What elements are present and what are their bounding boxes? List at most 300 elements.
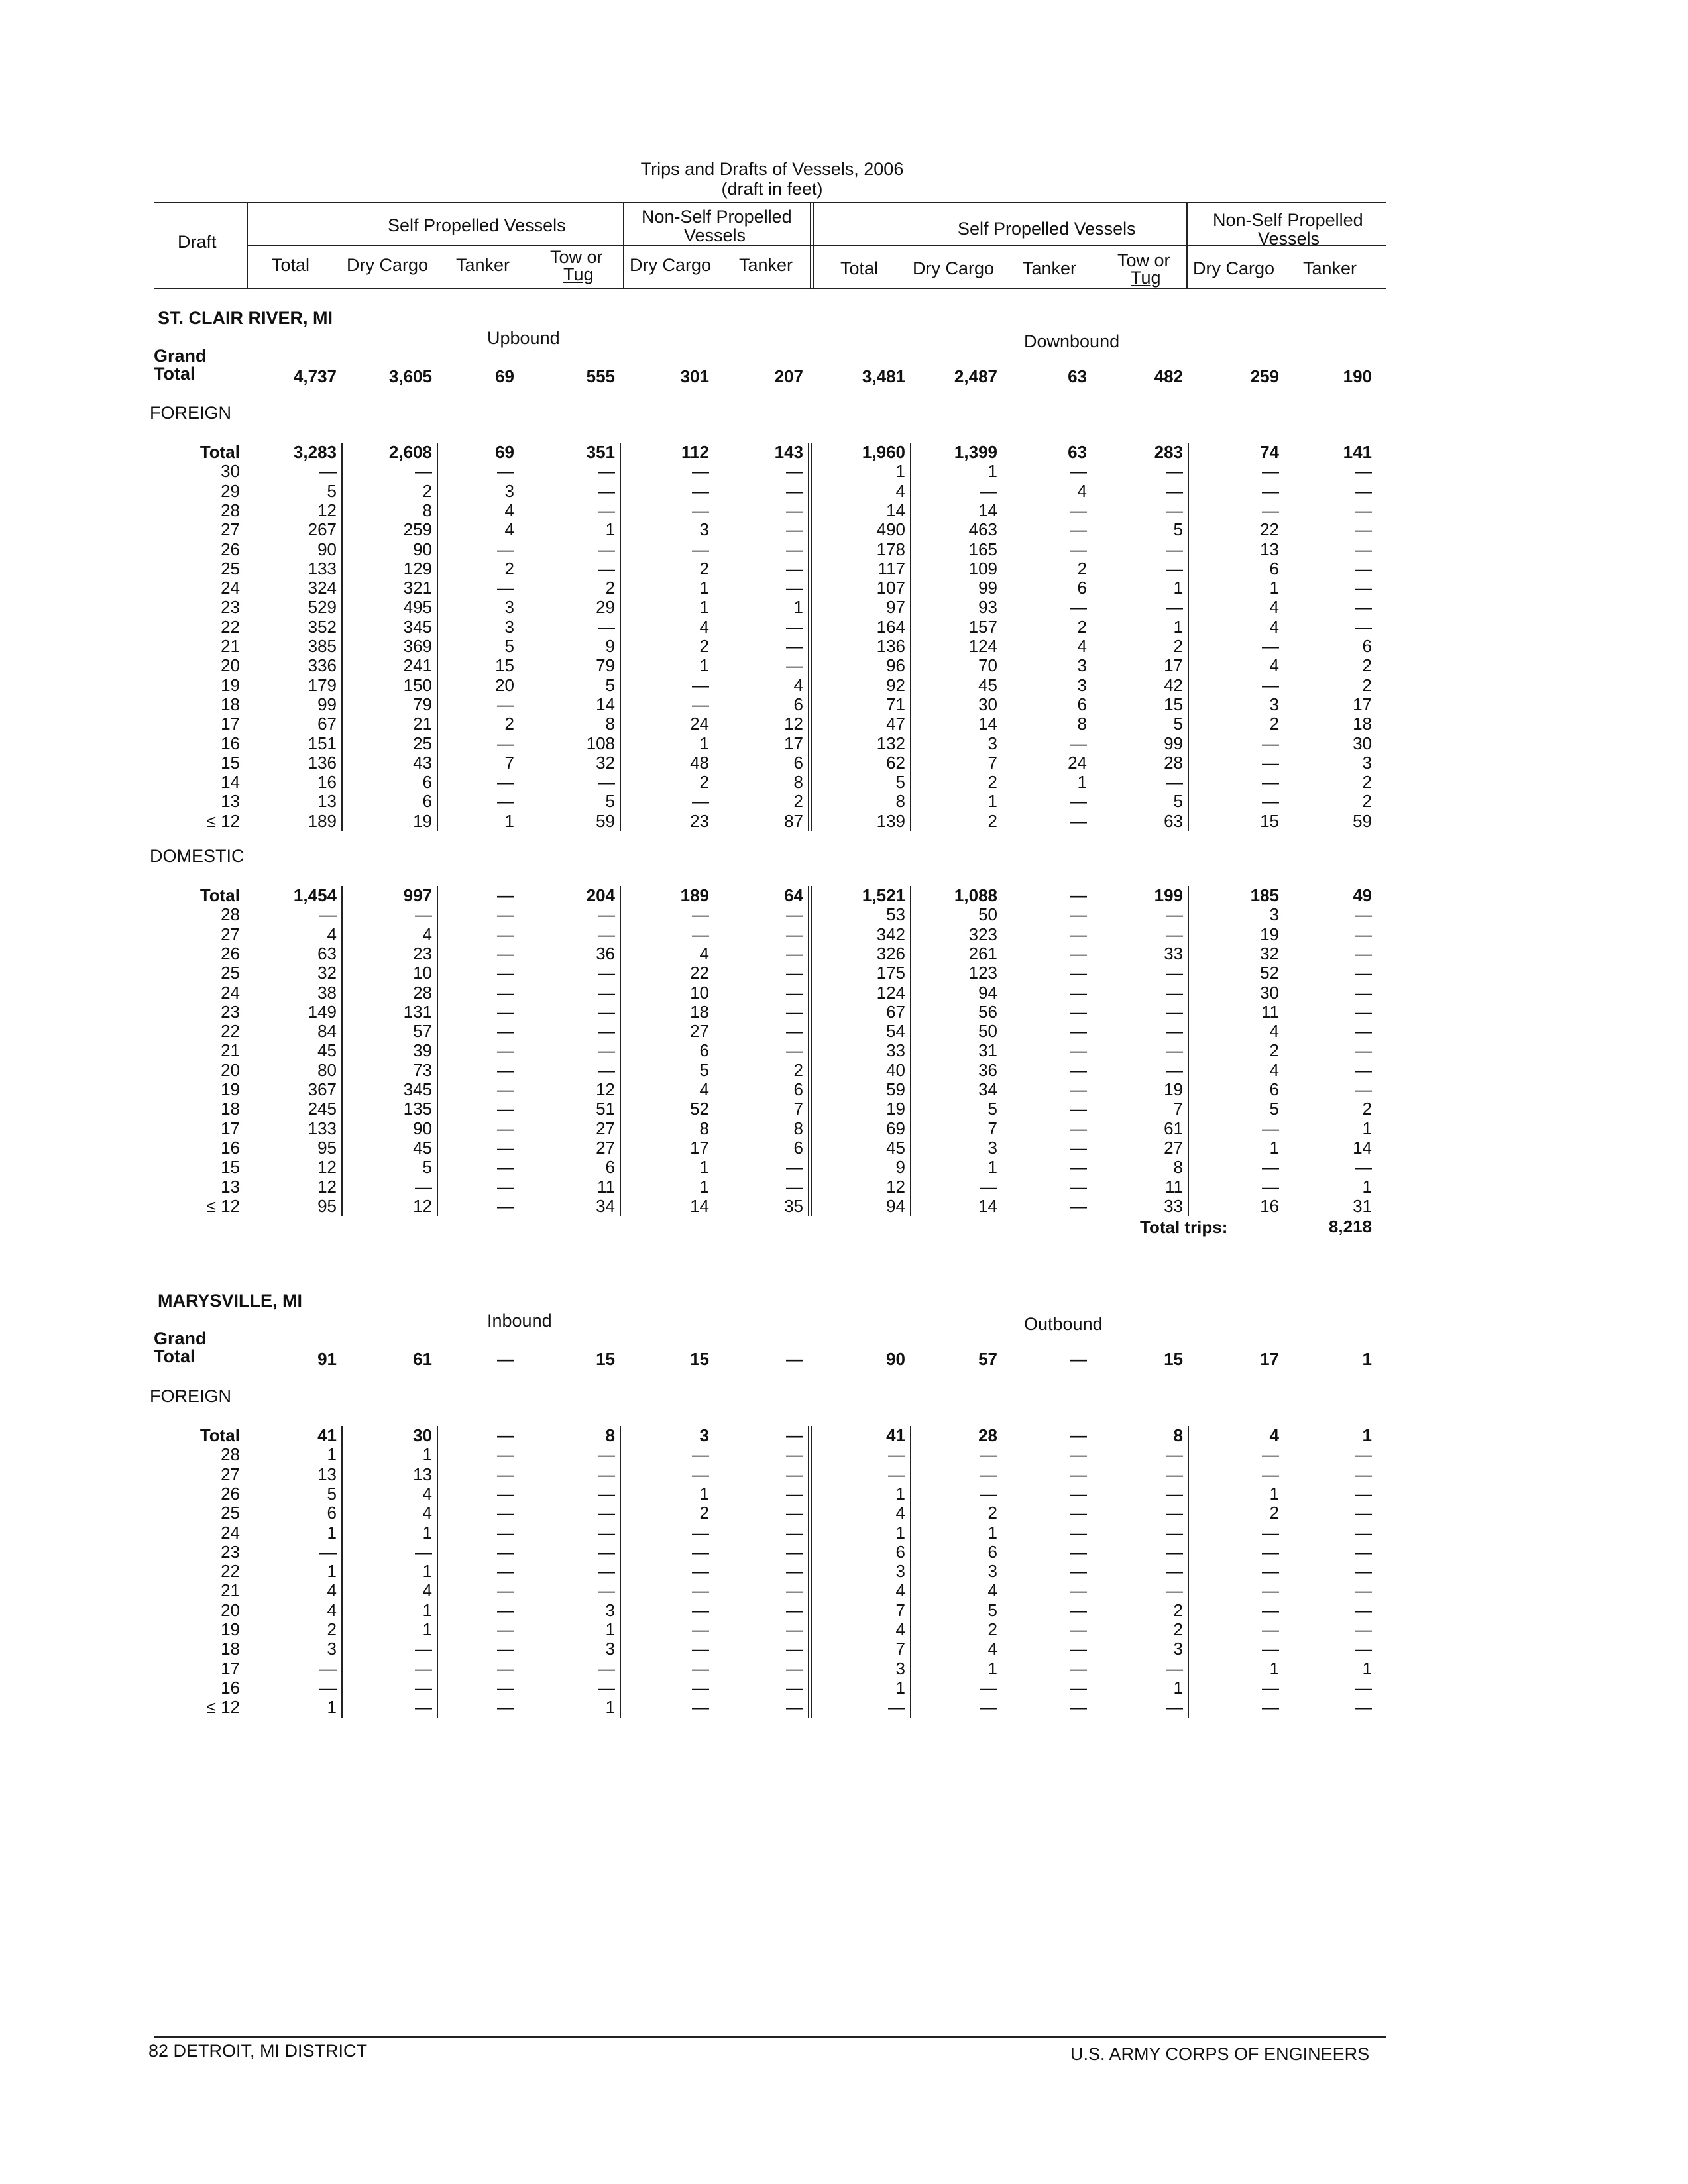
table-cell: —	[1166, 558, 1183, 578]
table-cell: 11	[1261, 1001, 1279, 1022]
table-cell: —	[1166, 539, 1183, 559]
table-cell: —	[497, 1464, 514, 1484]
row-draft-label: Total	[199, 885, 240, 905]
column-rule	[620, 443, 621, 831]
table-cell: 8	[895, 791, 905, 812]
table-cell: —	[1262, 636, 1279, 656]
table-cell: —	[786, 1619, 803, 1639]
row-draft-label: 27	[221, 924, 240, 944]
direction-left: Inbound	[487, 1311, 552, 1331]
row-draft-label: 18	[221, 1099, 240, 1119]
table-cell: —	[786, 1561, 803, 1582]
table-cell: 2	[1269, 1503, 1279, 1523]
table-cell: —	[598, 1001, 615, 1022]
table-cell: —	[1070, 1522, 1087, 1543]
table-cell: 27	[690, 1021, 709, 1042]
table-cell: —	[497, 1099, 514, 1119]
header-non-self-right-2: Vessels	[1258, 229, 1320, 248]
table-cell: 1	[699, 1176, 709, 1197]
table-cell: —	[980, 1445, 997, 1465]
table-cell: 4	[422, 1580, 432, 1601]
table-cell: 4	[504, 519, 514, 540]
table-cell: —	[598, 1021, 615, 1042]
table-cell: —	[786, 1580, 803, 1601]
table-cell: 4	[699, 943, 709, 963]
table-cell: 1	[422, 1600, 432, 1620]
table-cell: —	[786, 636, 803, 656]
grand-total-label: Grand	[154, 1329, 207, 1348]
grand-total-cell: 3,605	[388, 366, 432, 386]
column-rule	[437, 1426, 438, 1718]
table-cell: —	[980, 1697, 997, 1718]
row-draft-label: 16	[221, 1677, 240, 1698]
table-cell: 1	[793, 597, 803, 618]
table-cell: —	[1262, 1176, 1279, 1197]
table-cell: —	[1355, 963, 1372, 983]
table-cell: 20	[495, 675, 514, 695]
table-cell: 4	[327, 1600, 337, 1620]
table-cell: —	[1355, 1677, 1372, 1698]
table-cell: —	[598, 480, 615, 501]
table-cell: 7	[793, 1099, 803, 1119]
table-cell: —	[692, 1639, 709, 1659]
table-cell: —	[1355, 1001, 1372, 1022]
table-cell: —	[1070, 982, 1087, 1003]
table-cell: —	[1262, 1157, 1279, 1177]
group-name: FOREIGN	[150, 403, 232, 423]
table-cell: 1	[1269, 1137, 1279, 1158]
table-cell: —	[497, 963, 514, 983]
table-cell: —	[497, 1001, 514, 1022]
table-cell: —	[1262, 1600, 1279, 1620]
grand-total-cell: —	[497, 1349, 514, 1369]
table-cell: 48	[690, 752, 709, 773]
row-draft-label: 14	[221, 772, 240, 792]
table-cell: 1	[699, 1483, 709, 1503]
table-cell: 245	[308, 1099, 337, 1119]
table-cell: 27	[1164, 1137, 1183, 1158]
column-rule	[437, 443, 438, 831]
table-cell: —	[1355, 1157, 1372, 1177]
table-cell: —	[1166, 1580, 1183, 1601]
table-cell: —	[598, 1658, 615, 1678]
table-cell: 30	[413, 1425, 432, 1445]
row-draft-label: 16	[221, 733, 240, 753]
row-draft-label: 21	[221, 1040, 240, 1061]
table-cell: 259	[403, 519, 432, 540]
table-cell: —	[786, 1157, 803, 1177]
table-cell: 2	[1269, 714, 1279, 734]
table-cell: —	[497, 1021, 514, 1042]
table-cell: —	[786, 655, 803, 676]
table-cell: 3	[1077, 675, 1087, 695]
table-cell: 2	[422, 480, 432, 501]
table-cell: —	[1262, 1541, 1279, 1562]
table-cell: —	[1070, 963, 1087, 983]
table-cell: —	[1355, 1639, 1372, 1659]
table-cell: 7	[895, 1639, 905, 1659]
table-cell: 33	[886, 1040, 905, 1061]
table-cell: —	[415, 461, 432, 482]
table-cell: 2	[605, 578, 615, 598]
table-cell: —	[1070, 1195, 1087, 1216]
table-cell: 12	[886, 1176, 905, 1197]
table-cell: 3	[1173, 1639, 1183, 1659]
column-rule	[1188, 443, 1189, 831]
table-cell: 30	[1353, 733, 1372, 753]
table-cell: —	[786, 963, 803, 983]
table-cell: —	[1355, 1697, 1372, 1718]
table-cell: 2	[699, 558, 709, 578]
table-cell: 22	[1260, 519, 1279, 540]
table-cell: —	[497, 1425, 514, 1445]
table-cell: 4	[987, 1580, 997, 1601]
table-cell: —	[786, 982, 803, 1003]
table-cell: 19	[1164, 1079, 1183, 1099]
table-cell: 1	[699, 1157, 709, 1177]
table-cell: 4	[1269, 1425, 1279, 1445]
table-cell: —	[1166, 772, 1183, 792]
table-cell: 1,521	[862, 885, 905, 905]
table-cell: 19	[413, 810, 432, 831]
table-cell: 185	[1250, 885, 1279, 905]
table-cell: 59	[596, 810, 615, 831]
table-cell: 14	[978, 1195, 997, 1216]
row-draft-label: 23	[221, 1541, 240, 1562]
table-cell: —	[692, 791, 709, 812]
table-cell: 1	[699, 733, 709, 753]
column-header-tow: Tow or	[1117, 250, 1170, 270]
table-cell: —	[980, 1483, 997, 1503]
table-cell: —	[786, 480, 803, 501]
table-cell: —	[1166, 1541, 1183, 1562]
table-cell: 133	[308, 1118, 337, 1138]
table-cell: —	[1355, 1021, 1372, 1042]
table-cell: 57	[413, 1021, 432, 1042]
column-rule	[341, 1426, 343, 1718]
table-cell: 62	[886, 752, 905, 773]
table-cell: 5	[504, 636, 514, 656]
table-cell: —	[1166, 904, 1183, 925]
row-draft-label: 21	[221, 1580, 240, 1601]
row-draft-label: ≤ 12	[206, 1195, 240, 1216]
table-cell: —	[1070, 1157, 1087, 1177]
table-cell: 2	[699, 772, 709, 792]
table-cell: —	[786, 1522, 803, 1543]
table-cell: 5	[987, 1600, 997, 1620]
table-cell: 7	[987, 752, 997, 773]
table-cell: 28	[978, 1425, 997, 1445]
table-cell: 53	[886, 904, 905, 925]
table-cell: 52	[1260, 963, 1279, 983]
table-cell: 5	[1173, 791, 1183, 812]
table-cell: —	[786, 1001, 803, 1022]
grand-total-label: Total	[154, 364, 196, 384]
table-cell: 80	[317, 1060, 337, 1080]
table-cell: —	[692, 924, 709, 944]
column-rule	[341, 886, 343, 1216]
table-cell: —	[598, 558, 615, 578]
column-rule	[620, 886, 621, 1216]
table-cell: 150	[403, 675, 432, 695]
table-cell: 352	[308, 616, 337, 637]
table-cell: 18	[1353, 714, 1372, 734]
table-cell: 31	[1353, 1195, 1372, 1216]
table-cell: —	[1070, 597, 1087, 618]
table-cell: 175	[876, 963, 905, 983]
grand-total-cell: 207	[774, 366, 803, 386]
table-cell: —	[497, 772, 514, 792]
table-cell: 241	[403, 655, 432, 676]
row-draft-label: 25	[221, 963, 240, 983]
table-cell: —	[415, 1639, 432, 1659]
table-cell: 14	[978, 714, 997, 734]
table-cell: 1	[699, 597, 709, 618]
table-cell: 36	[596, 943, 615, 963]
grand-total-cell: 61	[413, 1349, 432, 1369]
table-cell: —	[692, 1697, 709, 1718]
table-cell: 4	[895, 480, 905, 501]
row-draft-label: Total	[199, 1425, 240, 1445]
table-cell: 3	[504, 480, 514, 501]
table-cell: —	[786, 1021, 803, 1042]
table-cell: 2	[987, 1503, 997, 1523]
table-cell: 39	[413, 1040, 432, 1061]
row-draft-label: 15	[221, 752, 240, 773]
table-cell: 95	[317, 1137, 337, 1158]
table-cell: 4	[895, 1503, 905, 1523]
table-cell: —	[1166, 982, 1183, 1003]
grand-total-label: Grand	[154, 346, 207, 366]
table-cell: 1	[1077, 772, 1087, 792]
table-cell: —	[497, 1195, 514, 1216]
table-cell: 13	[317, 1464, 337, 1484]
table-cell: —	[497, 924, 514, 944]
table-cell: 10	[413, 963, 432, 983]
table-cell: 14	[596, 694, 615, 714]
grand-total-cell: 555	[586, 366, 615, 386]
table-cell: —	[1262, 675, 1279, 695]
column-rule	[808, 1426, 809, 1718]
table-cell: —	[786, 1600, 803, 1620]
table-cell: 6	[793, 1079, 803, 1099]
table-cell: 12	[784, 714, 803, 734]
table-cell: 6	[895, 1541, 905, 1562]
table-cell: 17	[1164, 655, 1183, 676]
table-cell: —	[497, 1157, 514, 1177]
table-cell: —	[415, 904, 432, 925]
table-cell: 4	[422, 924, 432, 944]
table-cell: 50	[978, 904, 997, 925]
table-cell: 6	[793, 1137, 803, 1158]
grand-total-cell: 90	[886, 1349, 905, 1369]
table-cell: 367	[308, 1079, 337, 1099]
table-cell: —	[1166, 500, 1183, 520]
table-cell: —	[786, 1176, 803, 1197]
table-cell: —	[1070, 1658, 1087, 1678]
table-cell: —	[692, 1445, 709, 1465]
table-cell: 13	[1260, 539, 1279, 559]
header-divider	[813, 202, 814, 288]
footer-right: U.S. ARMY CORPS OF ENGINEERS	[1070, 2044, 1370, 2064]
table-cell: 136	[308, 752, 337, 773]
table-cell: 1,960	[862, 442, 905, 462]
table-cell: 336	[308, 655, 337, 676]
table-cell: 1	[1173, 578, 1183, 598]
table-cell: —	[1070, 1619, 1087, 1639]
table-cell: 1,399	[954, 442, 997, 462]
column-header: Tanker	[456, 255, 510, 275]
table-cell: 36	[978, 1060, 997, 1080]
table-cell: 51	[596, 1099, 615, 1119]
table-cell: —	[1070, 1503, 1087, 1523]
table-cell: 1	[1269, 1658, 1279, 1678]
table-cell: 63	[1068, 442, 1087, 462]
table-cell: 45	[886, 1137, 905, 1158]
table-cell: —	[497, 1079, 514, 1099]
table-cell: 45	[413, 1137, 432, 1158]
column-header-tow: Tow or	[550, 247, 603, 267]
header-top-rule	[154, 202, 1386, 203]
row-draft-label: 26	[221, 539, 240, 559]
table-cell: —	[598, 1040, 615, 1061]
table-cell: 23	[413, 943, 432, 963]
table-cell: 3	[1269, 904, 1279, 925]
table-cell: 1	[699, 655, 709, 676]
table-cell: 129	[403, 558, 432, 578]
table-cell: 4	[987, 1639, 997, 1659]
table-cell: —	[598, 963, 615, 983]
row-draft-label: 13	[221, 791, 240, 812]
table-cell: 56	[978, 1001, 997, 1022]
table-cell: 79	[596, 655, 615, 676]
table-cell: —	[888, 1445, 905, 1465]
table-cell: —	[415, 1697, 432, 1718]
table-cell: 351	[586, 442, 615, 462]
table-cell: 3	[1077, 655, 1087, 676]
table-cell: 1	[699, 578, 709, 598]
table-cell: 28	[413, 982, 432, 1003]
table-cell: 2	[1362, 655, 1372, 676]
grand-total-cell: 15	[1164, 1349, 1183, 1369]
row-draft-label: 27	[221, 1464, 240, 1484]
table-cell: —	[319, 461, 337, 482]
table-cell: —	[1166, 1697, 1183, 1718]
table-cell: 1,454	[293, 885, 337, 905]
table-cell: 997	[403, 885, 432, 905]
table-cell: 6	[1269, 558, 1279, 578]
table-cell: 9	[895, 1157, 905, 1177]
table-cell: —	[497, 461, 514, 482]
table-cell: 35	[784, 1195, 803, 1216]
table-cell: —	[1355, 943, 1372, 963]
table-cell: 23	[690, 810, 709, 831]
column-rule	[620, 1426, 621, 1718]
table-cell: —	[1166, 461, 1183, 482]
column-header: Dry Cargo	[347, 255, 429, 275]
table-cell: —	[692, 1522, 709, 1543]
row-draft-label: 17	[221, 1118, 240, 1138]
table-cell: 143	[774, 442, 803, 462]
table-cell: 99	[317, 694, 337, 714]
table-cell: —	[1262, 733, 1279, 753]
table-cell: —	[1070, 733, 1087, 753]
table-cell: —	[497, 578, 514, 598]
table-cell: 12	[413, 1195, 432, 1216]
table-cell: 204	[586, 885, 615, 905]
table-cell: —	[598, 772, 615, 792]
table-cell: 135	[403, 1099, 432, 1119]
table-cell: 96	[886, 655, 905, 676]
row-draft-label: 30	[221, 461, 240, 482]
grand-total-label: Total	[154, 1346, 196, 1366]
table-cell: 7	[504, 752, 514, 773]
row-draft-label: 21	[221, 636, 240, 656]
table-cell: 94	[978, 982, 997, 1003]
table-cell: 3	[699, 1425, 709, 1445]
table-cell: —	[497, 1619, 514, 1639]
table-cell: 49	[1353, 885, 1372, 905]
table-cell: 3	[895, 1561, 905, 1582]
table-cell: —	[1262, 1445, 1279, 1465]
table-cell: —	[786, 1483, 803, 1503]
table-cell: 4	[327, 1580, 337, 1601]
table-cell: —	[1262, 1697, 1279, 1718]
table-cell: 32	[1260, 943, 1279, 963]
table-cell: 30	[978, 694, 997, 714]
header-divider	[1186, 202, 1188, 288]
table-cell: —	[692, 1464, 709, 1484]
table-cell: 59	[1353, 810, 1372, 831]
table-cell: —	[1070, 1561, 1087, 1582]
table-cell: —	[786, 500, 803, 520]
grand-total-cell: 190	[1343, 366, 1372, 386]
table-cell: 1	[895, 1483, 905, 1503]
table-cell: 67	[317, 714, 337, 734]
table-cell: 54	[886, 1021, 905, 1042]
table-cell: 32	[317, 963, 337, 983]
direction-left: Upbound	[487, 328, 560, 348]
table-cell: —	[415, 1658, 432, 1678]
table-cell: —	[1262, 752, 1279, 773]
table-cell: 1	[987, 791, 997, 812]
table-cell: —	[1355, 539, 1372, 559]
table-cell: 139	[876, 810, 905, 831]
table-cell: —	[319, 1658, 337, 1678]
table-cell: 4	[699, 616, 709, 637]
table-cell: —	[692, 694, 709, 714]
table-cell: —	[598, 924, 615, 944]
table-cell: 1	[422, 1445, 432, 1465]
table-cell: 93	[978, 597, 997, 618]
table-cell: —	[1262, 1619, 1279, 1639]
table-cell: 8	[605, 1425, 615, 1445]
table-cell: —	[1070, 885, 1087, 905]
table-cell: —	[497, 1580, 514, 1601]
table-cell: —	[497, 1176, 514, 1197]
table-cell: 117	[877, 558, 905, 578]
table-cell: —	[1070, 1697, 1087, 1718]
table-cell: 25	[413, 733, 432, 753]
table-cell: 2	[699, 636, 709, 656]
table-cell: —	[786, 904, 803, 925]
table-cell: —	[1355, 1541, 1372, 1562]
table-cell: 1	[987, 1658, 997, 1678]
table-cell: —	[1070, 1677, 1087, 1698]
row-draft-label: 27	[221, 519, 240, 540]
table-cell: 4	[699, 1079, 709, 1099]
table-cell: 6	[1077, 578, 1087, 598]
